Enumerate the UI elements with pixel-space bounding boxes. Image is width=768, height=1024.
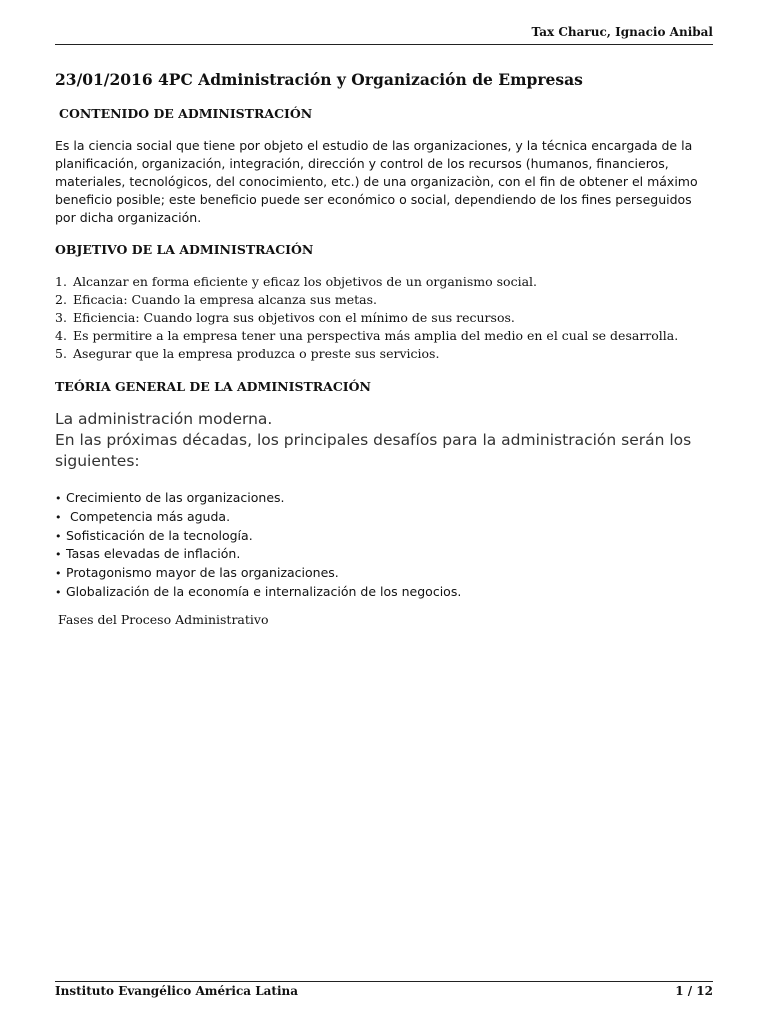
paragraph-line: por dicha organización. <box>55 210 202 225</box>
bullet-icon: • <box>55 567 62 581</box>
list-item: • Sofisticación de la tecnología. <box>55 527 715 546</box>
section-heading-teoria: TEÓRIA GENERAL DE LA ADMINISTRACIÓN <box>55 379 371 394</box>
intro-line: La administración moderna. <box>55 410 273 428</box>
desafios-list <box>55 489 715 602</box>
list-item: 3. Eficiencia: Cuando logra sus objetivos con el mínimo de sus recursos. <box>55 310 515 325</box>
paragraph-line: Es la ciencia social que tiene por objeto el estudio de las organizaciones, y la técnica encargada de la <box>55 138 693 153</box>
fases-heading: Fases del Proceso Administrativo <box>58 612 269 627</box>
bullet-icon: • <box>55 529 62 543</box>
bullet-icon: • <box>55 510 62 524</box>
author-name: Tax Charuc, Ignacio Anibal <box>531 25 713 39</box>
contenido-paragraph <box>55 137 715 227</box>
list-item: 1. Alcanzar en forma eficiente y eficaz los objetivos de un organismo social. <box>55 274 537 289</box>
bullet-icon: • <box>55 548 62 562</box>
paragraph-line: planificación, organización, integración, dirección y control de los recursos (humanos, financieros, <box>55 156 669 171</box>
list-item: • Crecimiento de las organizaciones. <box>55 489 715 508</box>
paragraph-line: beneficio posible; este beneficio puede ser económico o social, dependiendo de los fines perseguidos <box>55 192 692 207</box>
page-footer <box>55 981 713 998</box>
list-item: • Protagonismo mayor de las organizaciones. <box>55 564 715 583</box>
list-item: • Globalización de la economía e internalización de los negocios. <box>55 583 715 602</box>
intro-line: siguientes: <box>55 452 140 470</box>
teoria-intro <box>55 409 715 472</box>
bullet-icon: • <box>55 585 62 599</box>
list-item: 2. Eficacia: Cuando la empresa alcanza sus metas. <box>55 292 377 307</box>
bullet-icon: • <box>55 492 62 505</box>
page-header <box>55 20 713 45</box>
objetivo-list <box>55 273 735 363</box>
list-item: • Competencia más aguda. <box>55 508 715 527</box>
intro-line: En las próximas décadas, los principales desafíos para la administración serán los <box>55 431 692 449</box>
institution-name: Instituto Evangélico América Latina <box>55 984 299 998</box>
list-item: • Tasas elevadas de inflación. <box>55 545 715 564</box>
list-item: 4. Es permitire a la empresa tener una perspectiva más amplia del medio en el cual se desarrolla. <box>55 328 679 343</box>
document-title: 23/01/2016 4PC Administración y Organización de Empresas <box>55 70 583 89</box>
section-heading-objetivo: OBJETIVO DE LA ADMINISTRACIÓN <box>55 242 314 257</box>
page-number: 1 / 12 <box>675 984 713 998</box>
section-heading-contenido: CONTENIDO DE ADMINISTRACIÓN <box>59 106 313 121</box>
paragraph-line: materiales, tecnológicos, del conocimiento, etc.) de una organizaciòn, con el fin de obtener el máximo <box>55 174 698 189</box>
list-item: 5. Asegurar que la empresa produzca o preste sus servicios. <box>55 346 440 361</box>
